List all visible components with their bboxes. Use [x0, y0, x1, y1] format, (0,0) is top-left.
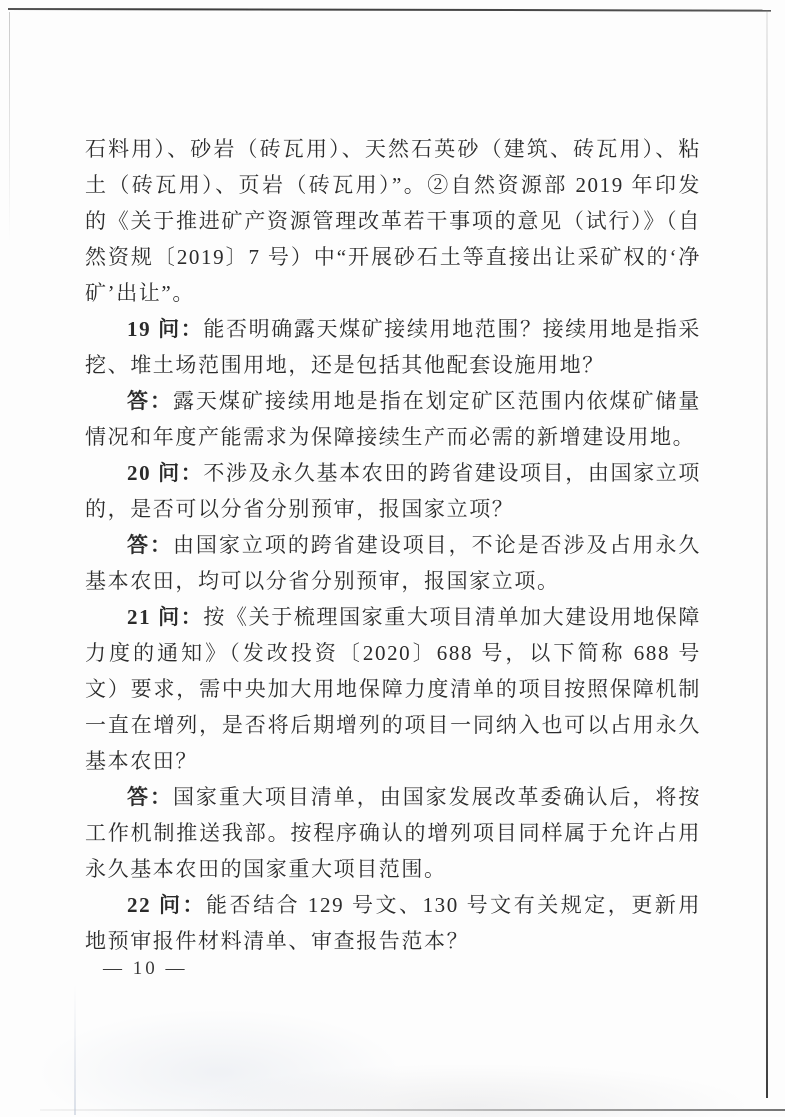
paragraph-text: 按《关于梳理国家重大项目清单加大建设用地保障力度的通知》（发改投资〔2020〕688 号，以下简称 688 号文）要求，需中央加大用地保障力度清单的项目按照保障机制一直在增列，是否将后期增列的项目一同纳入也可以占用永久基本农田？	[85, 605, 702, 773]
paragraph-body-continuation	[85, 131, 701, 311]
paragraph-prefix: 答：	[127, 785, 173, 809]
paragraph-prefix: 19 问：	[127, 317, 204, 341]
paragraph-text: 能否明确露天煤矿接续用地范围？接续用地是指采挖、堆土场范围用地，还是包括其他配套设施用地？	[85, 317, 702, 377]
paragraph-prefix: 答：	[127, 533, 173, 557]
paragraph-text: 国家重大项目清单，由国家发展改革委确认后，将按工作机制推送我部。按程序确认的增列项目同样属于允许占用永久基本农田的国家重大项目范围。	[85, 785, 701, 881]
paragraph-text: 能否结合 129 号文、130 号文有关规定，更新用地预审报件材料清单、审查报告范本？	[85, 893, 701, 953]
paragraph-prefix: 21 问：	[127, 605, 204, 629]
paragraph-answer	[85, 383, 701, 455]
paragraph-question	[85, 311, 701, 383]
paragraph-prefix: 22 问：	[127, 893, 207, 917]
paragraph-text: 露天煤矿接续用地是指在划定矿区范围内依煤矿储量情况和年度产能需求为保障接续生产而必需的新增建设用地。	[85, 389, 701, 449]
paragraph-answer	[85, 527, 701, 599]
paragraph-text: 石料用）、砂岩（砖瓦用）、天然石英砂（建筑、砖瓦用）、粘土（砖瓦用）、页岩（砖瓦用）”。②自然资源部 2019 年印发的《关于推进矿产资源管理改革若干事项的意见（试行）》（自然资规〔2019〕7 号）中“开展砂石土等直接出让采矿权的‘净矿’出让”。	[85, 137, 701, 305]
paragraph-question	[85, 455, 701, 527]
scan-edge-left-line	[9, 12, 10, 242]
paragraph-text: 不涉及永久基本农田的跨省建设项目，由国家立项的，是否可以分省分别预审，报国家立项？	[85, 461, 702, 521]
scan-crease	[74, 985, 76, 1115]
page-number: — 10 —	[103, 958, 188, 979]
paragraph-question	[85, 887, 701, 959]
scan-edge-bottom-line	[40, 1109, 785, 1111]
paragraph-prefix: 20 问：	[127, 461, 204, 485]
paragraph-prefix: 答：	[127, 389, 173, 413]
scan-edge-top-line	[8, 8, 771, 12]
document-body	[85, 131, 701, 959]
paragraph-question	[85, 599, 701, 779]
paragraph-answer	[85, 779, 701, 887]
scan-edge-right-line	[766, 10, 768, 1098]
paragraph-text: 由国家立项的跨省建设项目，不论是否涉及占用永久基本农田，均可以分省分别预审，报国家立项。	[85, 533, 701, 593]
